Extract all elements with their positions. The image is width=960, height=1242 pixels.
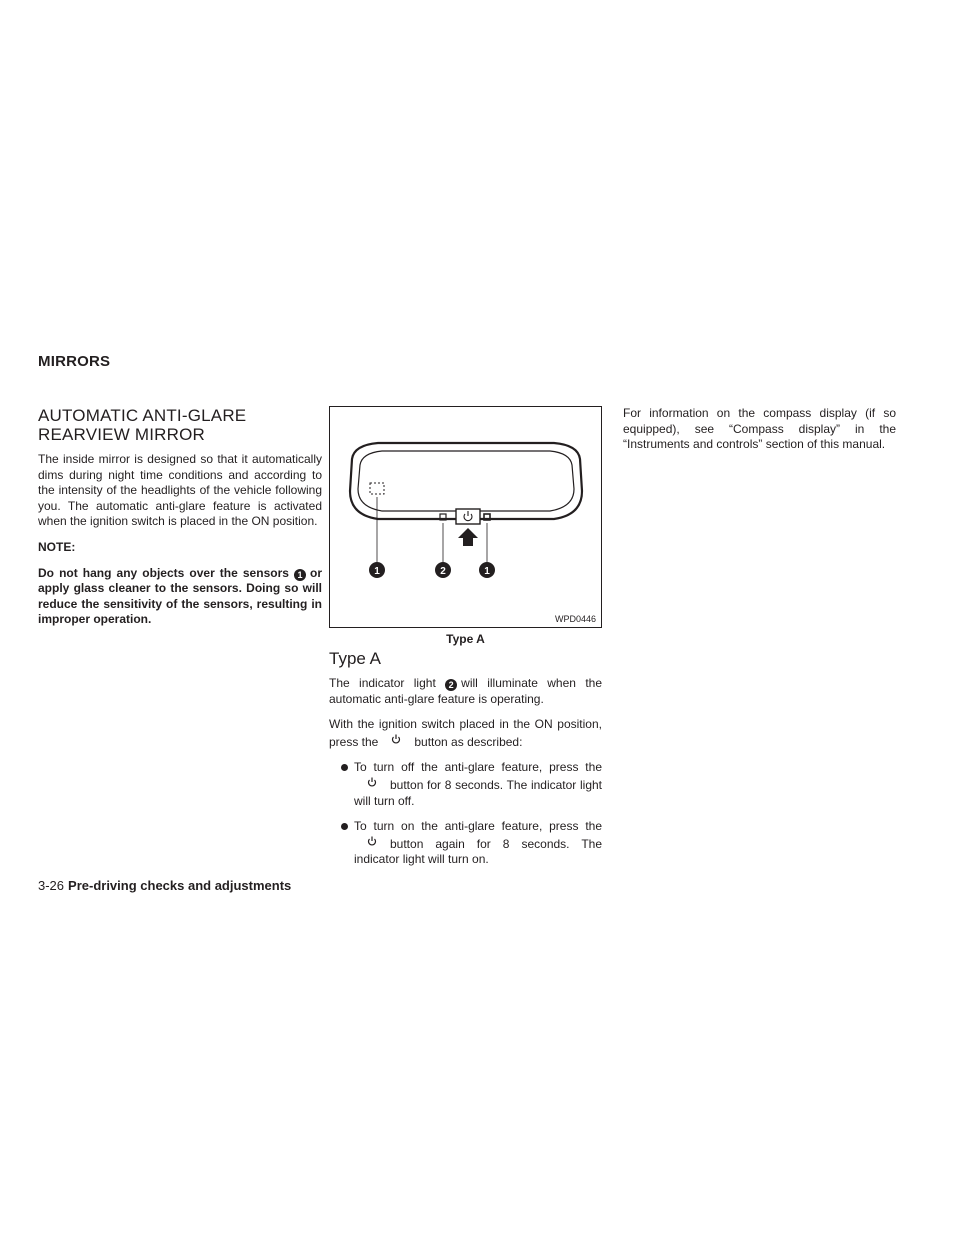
heading-line-2: REARVIEW MIRROR [38, 425, 206, 444]
press-arrow-icon [458, 528, 478, 546]
power-icon [354, 835, 390, 851]
column-right [623, 406, 896, 463]
instruction-list [329, 760, 602, 868]
figure-caption: Type A [446, 632, 485, 646]
type-a-heading: Type A [329, 649, 381, 668]
note-label: NOTE: [38, 539, 76, 554]
mirror-illustration [330, 407, 601, 627]
bullet-icon [341, 823, 348, 830]
bullet-2-text-a: To turn on the anti-glare feature, press the [354, 819, 602, 834]
chapter-title: Pre-driving checks and adjustments [68, 878, 292, 893]
page-heading [38, 406, 322, 444]
callout-marker-2: 2 [445, 679, 457, 691]
bullet-1-text-a: To turn off the anti-glare feature, press the [354, 760, 602, 775]
indicator-paragraph [329, 676, 602, 707]
note-text [38, 566, 322, 628]
compass-paragraph: For information on the compass display (if so equipped), see “Compass display” in the “Instruments and controls” section of this manual. [623, 406, 896, 452]
ignition-paragraph [329, 717, 602, 750]
note-part-1: Do not hang any objects over the sensors [38, 565, 289, 580]
power-icon [354, 776, 390, 792]
column-middle [329, 649, 602, 878]
intro-paragraph: The inside mirror is designed so that it automatically dims during night time conditions and according to the intensity of the headlights of the vehicle following you. The automatic anti-glare feature is activated when the ignition switch is placed in the ON position. [38, 452, 322, 529]
callout-label-3: 1 [484, 566, 490, 577]
figure-code: WPD0446 [554, 614, 596, 624]
power-icon [378, 733, 414, 749]
mirror-outer-frame [350, 443, 582, 519]
callout-label-1: 1 [374, 566, 380, 577]
indicator-text-a: The indicator light [329, 676, 436, 690]
note-part-2: or apply glass cleaner to the sensors. Doing so will reduce the sensitivity of the sensors, resulting in improper operation. [38, 565, 322, 627]
list-item [329, 760, 602, 809]
bullet-2-text-b: button again for 8 seconds. The indicator light will turn on. [354, 836, 602, 867]
mirror-inner-frame [358, 451, 574, 511]
page-footer [38, 878, 291, 893]
callout-label-2: 2 [440, 566, 446, 577]
indicator-text-b: will illuminate when the automatic anti-glare feature is operating. [329, 676, 602, 706]
section-title: MIRRORS [38, 353, 111, 370]
sensor-front [370, 483, 384, 494]
bullet-1-text-b: button for 8 seconds. The indicator light will turn off. [354, 777, 602, 808]
page-number: 3-26 [38, 878, 65, 893]
callout-marker-1: 1 [294, 569, 306, 581]
bullet-icon [341, 764, 348, 771]
mirror-figure [329, 406, 602, 628]
column-left [38, 406, 322, 638]
list-item [329, 819, 602, 868]
ignition-text-b: button as described: [414, 734, 523, 749]
heading-line-1: AUTOMATIC ANTI-GLARE [38, 406, 247, 425]
ignition-text-a: With the ignition switch placed in the ON position, press the [329, 717, 602, 749]
